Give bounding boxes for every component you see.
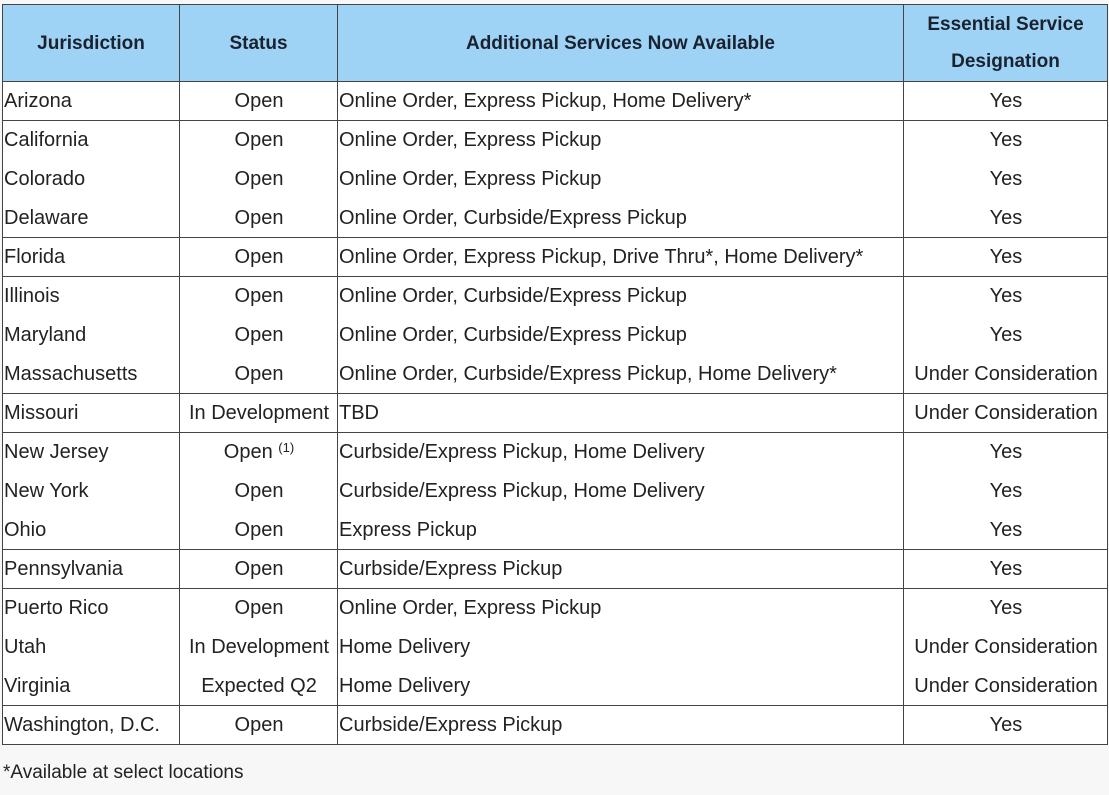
cell-services	[338, 199, 904, 238]
cell-designation-text: Yes	[989, 89, 1023, 112]
cell-jurisdiction-text: Ohio	[4, 518, 47, 541]
cell-designation-text: Yes	[989, 596, 1023, 619]
cell-designation-text: Yes	[989, 440, 1023, 463]
cell-status-text: Expected Q2	[201, 674, 317, 697]
cell-jurisdiction-text: Delaware	[4, 206, 89, 229]
cell-services	[338, 121, 904, 160]
cell-jurisdiction-text: Utah	[4, 635, 47, 658]
cell-jurisdiction	[3, 199, 180, 238]
table-row	[3, 628, 1108, 667]
table-row	[3, 355, 1108, 394]
cell-services-text: Online Order, Curbside/Express Pickup	[339, 284, 687, 307]
cell-designation	[904, 628, 1108, 667]
cell-services	[338, 160, 904, 199]
table-row	[3, 121, 1108, 160]
cell-designation	[904, 511, 1108, 550]
cell-designation	[904, 160, 1108, 199]
cell-status	[180, 667, 338, 706]
table-row	[3, 238, 1108, 277]
cell-designation-text: Yes	[989, 479, 1023, 502]
cell-status-text: In Development	[188, 401, 330, 424]
cell-designation	[904, 316, 1108, 355]
cell-jurisdiction	[3, 667, 180, 706]
cell-designation-text: Under Consideration	[914, 674, 1098, 697]
cell-status	[180, 433, 338, 472]
cell-jurisdiction	[3, 277, 180, 316]
cell-jurisdiction	[3, 238, 180, 277]
cell-designation-text: Yes	[989, 713, 1023, 736]
cell-designation-text: Yes	[989, 518, 1023, 541]
cell-designation-text: Yes	[989, 167, 1023, 190]
cell-designation	[904, 394, 1108, 433]
table-row	[3, 199, 1108, 238]
cell-status	[180, 121, 338, 160]
cell-jurisdiction-text: Washington, D.C.	[4, 713, 160, 736]
cell-jurisdiction-text: Pennsylvania	[4, 557, 123, 580]
cell-designation	[904, 277, 1108, 316]
cell-jurisdiction	[3, 82, 180, 121]
cell-services	[338, 667, 904, 706]
cell-designation	[904, 550, 1108, 589]
cell-jurisdiction	[3, 589, 180, 628]
table-row	[3, 316, 1108, 355]
cell-jurisdiction	[3, 121, 180, 160]
cell-designation	[904, 121, 1108, 160]
cell-status	[180, 277, 338, 316]
cell-services	[338, 550, 904, 589]
cell-services-text: Curbside/Express Pickup, Home Delivery	[339, 440, 705, 463]
header-services: Additional Services Now Available	[338, 5, 904, 82]
cell-services	[338, 472, 904, 511]
table-row	[3, 706, 1108, 745]
cell-status	[180, 316, 338, 355]
cell-services	[338, 355, 904, 394]
table-header-row	[3, 5, 1108, 82]
cell-jurisdiction-text: Virginia	[4, 674, 71, 697]
cell-jurisdiction	[3, 316, 180, 355]
cell-services-text: Home Delivery	[339, 635, 471, 658]
cell-services-text: Curbside/Express Pickup	[339, 713, 563, 736]
cell-services	[338, 238, 904, 277]
cell-services	[338, 589, 904, 628]
cell-services	[338, 628, 904, 667]
table-row	[3, 667, 1108, 706]
cell-jurisdiction-text: Florida	[4, 245, 66, 268]
cell-status	[180, 160, 338, 199]
cell-jurisdiction-text: Puerto Rico	[4, 596, 109, 619]
cell-services	[338, 706, 904, 745]
cell-designation	[904, 706, 1108, 745]
cell-designation	[904, 238, 1108, 277]
cell-status	[180, 628, 338, 667]
cell-status-text: Open	[223, 441, 273, 463]
cell-jurisdiction-text: California	[4, 128, 89, 151]
cell-services-text: Online Order, Curbside/Express Pickup	[339, 323, 687, 346]
cell-services	[338, 433, 904, 472]
cell-designation	[904, 472, 1108, 511]
cell-status-text: Open	[234, 245, 284, 268]
cell-services-text: Home Delivery	[339, 674, 471, 697]
table-row	[3, 160, 1108, 199]
cell-services	[338, 511, 904, 550]
table-row	[3, 550, 1108, 589]
cell-status	[180, 82, 338, 121]
cell-services	[338, 82, 904, 121]
cell-status	[180, 511, 338, 550]
cell-designation-text: Under Consideration	[914, 635, 1098, 658]
cell-services-text: TBD	[339, 401, 379, 424]
cell-designation	[904, 82, 1108, 121]
table-row	[3, 511, 1108, 550]
cell-jurisdiction	[3, 433, 180, 472]
cell-services-text: Online Order, Curbside/Express Pickup	[339, 206, 687, 229]
cell-status	[180, 394, 338, 433]
cell-jurisdiction	[3, 706, 180, 745]
cell-jurisdiction	[3, 511, 180, 550]
cell-status-text: Open	[234, 206, 284, 229]
cell-designation-text: Yes	[989, 557, 1023, 580]
cell-designation	[904, 199, 1108, 238]
cell-services-text: Curbside/Express Pickup	[339, 557, 563, 580]
cell-status	[180, 238, 338, 277]
cell-services-text: Online Order, Express Pickup, Home Delivery*	[339, 89, 752, 112]
table-body	[3, 82, 1108, 745]
cell-status-text: Open	[234, 128, 284, 151]
cell-designation	[904, 589, 1108, 628]
cell-jurisdiction	[3, 550, 180, 589]
cell-services	[338, 277, 904, 316]
header-jurisdiction: Jurisdiction	[3, 5, 180, 82]
cell-jurisdiction-text: Colorado	[4, 167, 86, 190]
header-designation	[904, 5, 1108, 82]
cell-status-text: Open	[234, 596, 284, 619]
footnote-text: *Available at select locations	[3, 762, 244, 783]
cell-status-text: Open	[234, 323, 284, 346]
cell-jurisdiction-text: Missouri	[4, 401, 79, 424]
cell-designation	[904, 433, 1108, 472]
table-row	[3, 394, 1108, 433]
header-designation-line1: Essential Service	[927, 14, 1084, 35]
cell-status-text: Open	[234, 479, 284, 502]
cell-status	[180, 472, 338, 511]
cell-jurisdiction	[3, 394, 180, 433]
cell-status-text: Open	[234, 284, 284, 307]
cell-designation-text: Under Consideration	[914, 401, 1098, 424]
cell-status-text: Open	[234, 167, 284, 190]
cell-jurisdiction-text: New Jersey	[4, 440, 109, 463]
cell-jurisdiction-text: Illinois	[4, 284, 60, 307]
table-row	[3, 472, 1108, 511]
cell-services-text: Express Pickup	[339, 518, 477, 541]
cell-services-text: Online Order, Express Pickup	[339, 596, 602, 619]
cell-services-text: Curbside/Express Pickup, Home Delivery	[339, 479, 705, 502]
cell-status-text: Open	[234, 713, 284, 736]
table-row	[3, 277, 1108, 316]
cell-jurisdiction-text: Arizona	[4, 89, 72, 112]
table-row	[3, 82, 1108, 121]
cell-designation-text: Yes	[989, 284, 1023, 307]
cell-status	[180, 706, 338, 745]
cell-status-text: In Development	[188, 635, 330, 658]
cell-services-text: Online Order, Curbside/Express Pickup, Home Delivery*	[339, 362, 837, 385]
status-footnote-marker: (1)	[278, 440, 295, 455]
cell-services	[338, 394, 904, 433]
availability-table	[2, 4, 1108, 745]
cell-designation-text: Yes	[989, 323, 1023, 346]
cell-services-text: Online Order, Express Pickup	[339, 128, 602, 151]
cell-jurisdiction-text: New York	[4, 479, 89, 502]
cell-status	[180, 355, 338, 394]
cell-designation-text: Yes	[989, 206, 1023, 229]
cell-services-text: Online Order, Express Pickup	[339, 167, 602, 190]
cell-designation-text: Yes	[989, 245, 1023, 268]
header-status: Status	[180, 5, 338, 82]
cell-designation	[904, 355, 1108, 394]
cell-jurisdiction-text: Massachusetts	[4, 362, 138, 385]
cell-status-text: Open	[234, 89, 284, 112]
cell-status-text: Open	[234, 557, 284, 580]
cell-designation-text: Yes	[989, 128, 1023, 151]
header-designation-line2: Designation	[951, 51, 1060, 72]
cell-services	[338, 316, 904, 355]
cell-status	[180, 199, 338, 238]
cell-jurisdiction	[3, 355, 180, 394]
cell-designation	[904, 667, 1108, 706]
cell-status-text: Open	[234, 362, 284, 385]
cell-jurisdiction	[3, 160, 180, 199]
cell-jurisdiction	[3, 628, 180, 667]
cell-jurisdiction	[3, 472, 180, 511]
cell-jurisdiction-text: Maryland	[4, 323, 87, 346]
table-row	[3, 433, 1108, 472]
table-row	[3, 589, 1108, 628]
cell-services-text: Online Order, Express Pickup, Drive Thru*, Home Delivery*	[339, 245, 864, 268]
cell-status	[180, 589, 338, 628]
cell-designation-text: Under Consideration	[914, 362, 1098, 385]
cell-status-text: Open	[234, 518, 284, 541]
cell-status	[180, 550, 338, 589]
